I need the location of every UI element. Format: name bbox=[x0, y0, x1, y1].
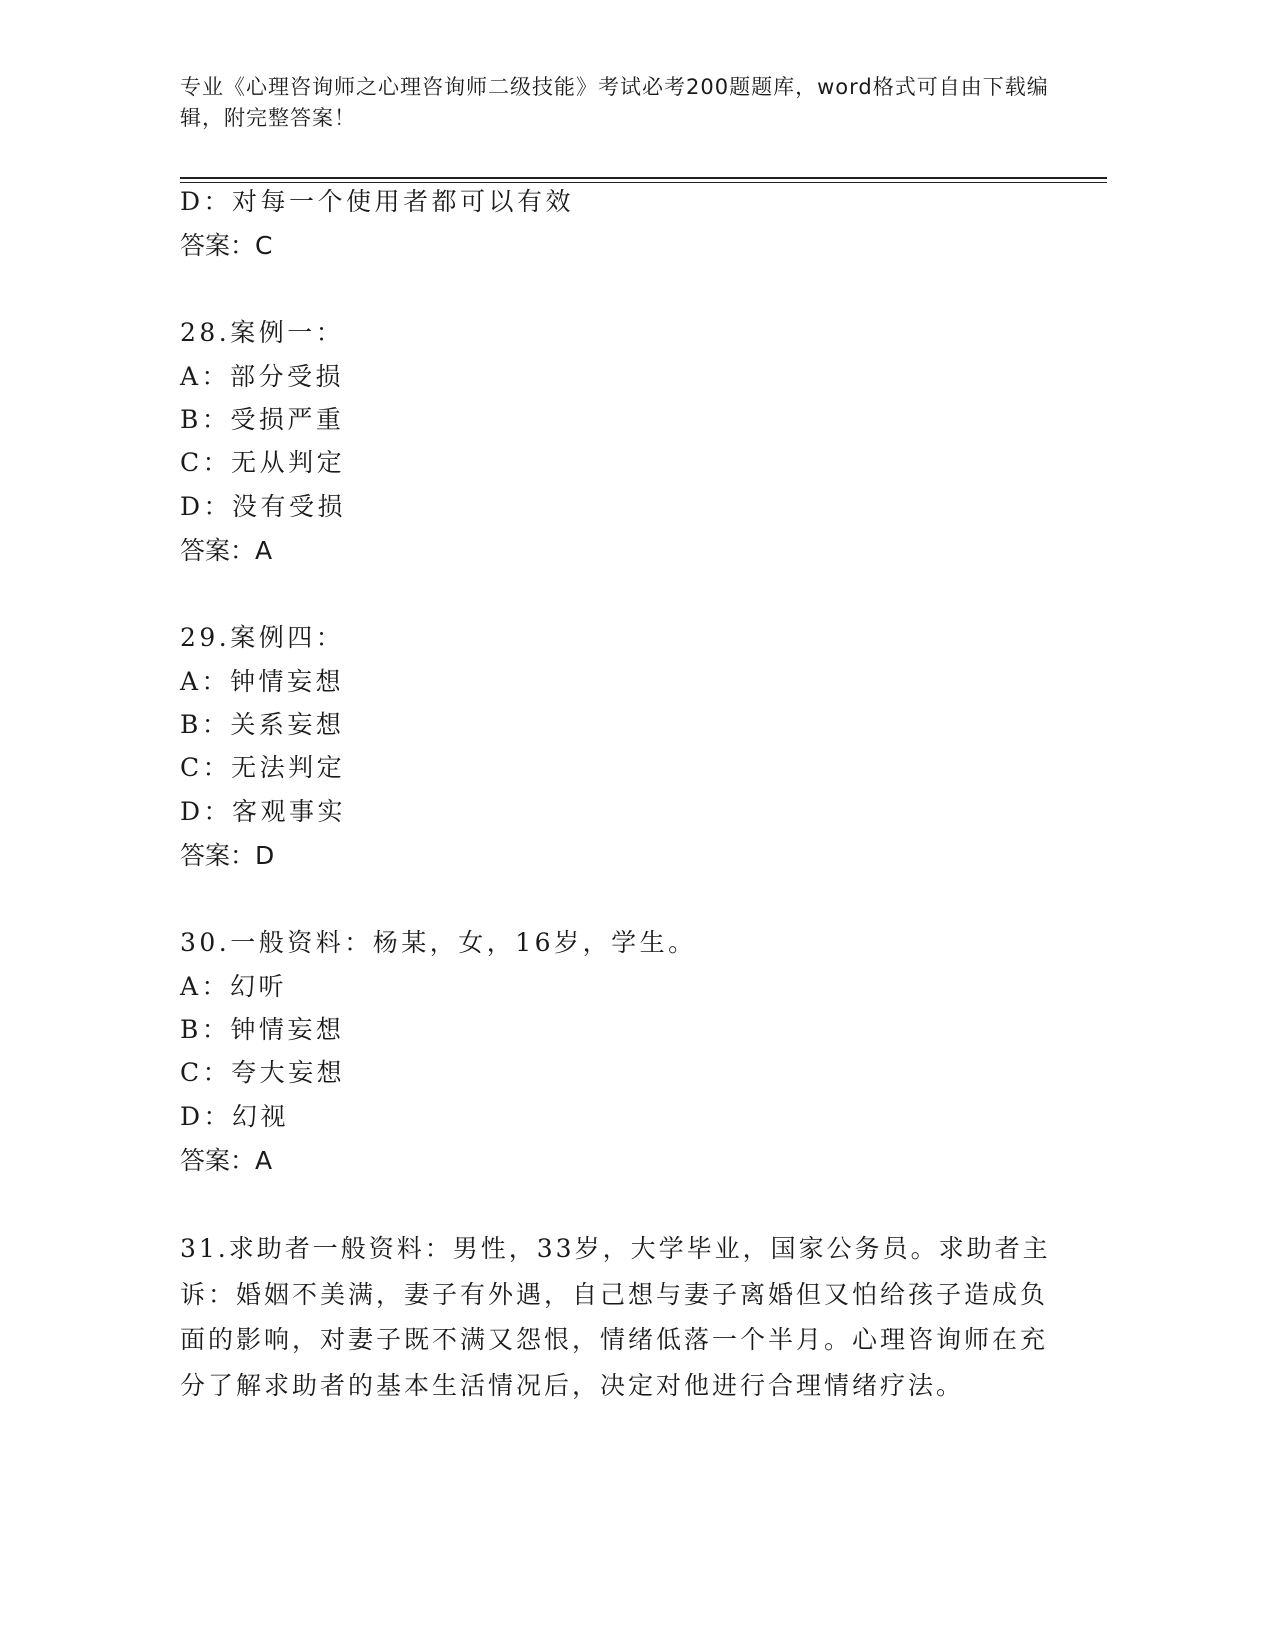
option-c: C：无从判定 bbox=[180, 448, 346, 477]
question-stem: 28.案例一： bbox=[180, 318, 345, 347]
option-b: B：关系妄想 bbox=[180, 710, 345, 739]
option-a: A：钟情妄想 bbox=[180, 667, 345, 696]
option-d: D：客观事实 bbox=[180, 797, 347, 826]
option-c: C：夸大妄想 bbox=[180, 1058, 346, 1087]
question-stem: 31.求助者一般资料：男性，33岁，大学毕业，国家公务员。求助者主诉：婚姻不美满，妻子有外遇，自己想与妻子离婚但又怕给孩子造成负面的影响，对妻子既不满又怨恨，情绪低落一个半月。心理咨询师在充分了解求助者的基本生活情况后，决定对他进行合理情绪疗法。 bbox=[180, 1234, 1051, 1400]
option-a: A：幻听 bbox=[180, 972, 288, 1001]
question-stem: 30.一般资料：杨某，女，16岁，学生。 bbox=[180, 928, 697, 957]
answer-line: 答案：C bbox=[180, 231, 273, 260]
option-d: D：对每一个使用者都可以有效 bbox=[180, 187, 575, 216]
option-a: A：部分受损 bbox=[180, 362, 345, 391]
option-d: D：幻视 bbox=[180, 1102, 290, 1131]
option-c: C：无法判定 bbox=[180, 753, 346, 782]
answer-line: 答案：A bbox=[180, 536, 273, 565]
option-b: B：受损严重 bbox=[180, 405, 345, 434]
answer-line: 答案：D bbox=[180, 841, 275, 870]
answer-line: 答案：A bbox=[180, 1146, 273, 1175]
header-divider-thin bbox=[180, 182, 1107, 183]
header-divider-thick bbox=[180, 177, 1107, 179]
question-stem: 29.案例四： bbox=[180, 623, 345, 652]
option-d: D：没有受损 bbox=[180, 492, 347, 521]
document-header: 专业《心理咨询师之心理咨询师二级技能》考试必考200题题库，word格式可自由下载编辑，附完整答案！ bbox=[180, 75, 1049, 130]
option-b: B：钟情妄想 bbox=[180, 1015, 345, 1044]
